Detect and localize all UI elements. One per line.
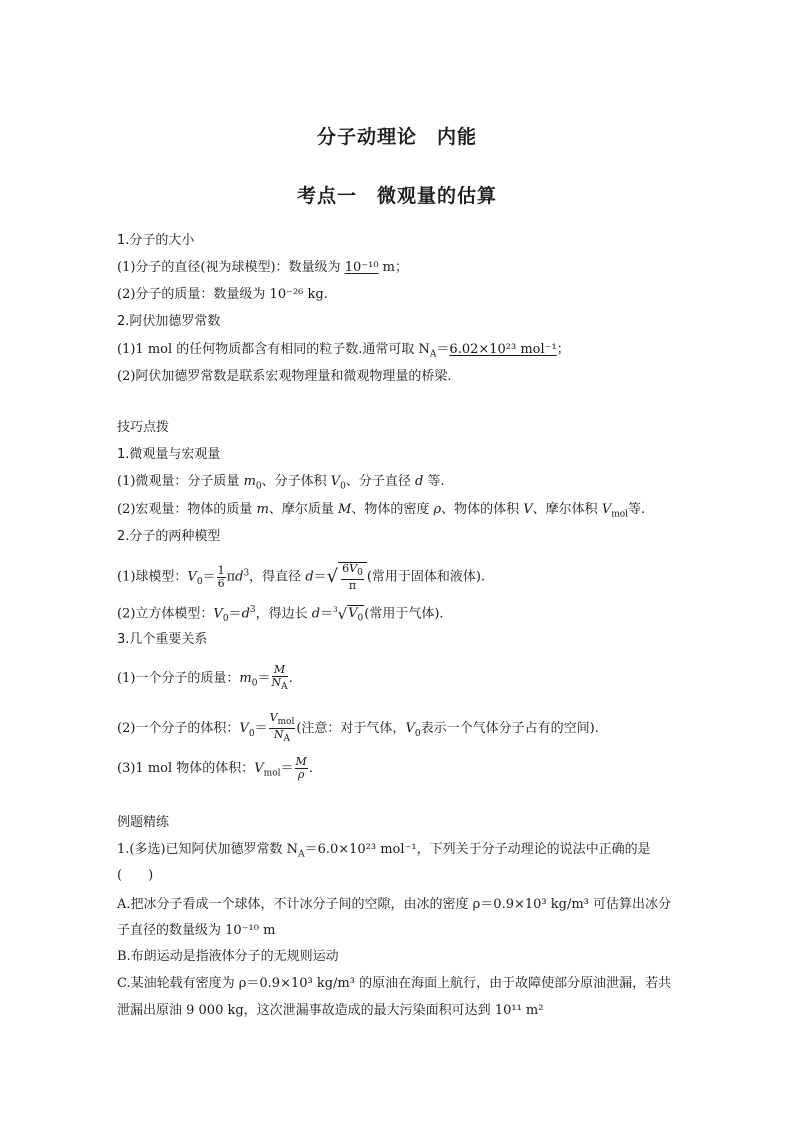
heading-molecule-size: 1.分子的大小	[117, 233, 195, 248]
option-b: B.布朗运动是指液体分子的无规则运动	[117, 949, 339, 964]
line-macro-quantities: (2)宏观量：物体的质量 m、摩尔质量 M、物体的密度 ρ、物体的体积 V、摩尔体积 $V_{mol}$等.	[117, 502, 646, 520]
fraction: $\frac{V_{mol}}{N_A}$	[269, 711, 295, 745]
option-a: A.把冰分子看成一个球体，不计冰分子间的空隙，由冰的密度 ρ＝0.9×10³ kg/m³ 可估算出冰分子直径的数量级为 10⁻¹⁰ m	[117, 897, 671, 938]
blank-answer: 6.02×10²³ mol⁻¹	[449, 342, 557, 357]
label-example: 例题精练	[117, 815, 170, 830]
line-molar-volume: (3)1 mol 物体的体积：$V_{mol}=$ $\frac{M}{\rho}$ .	[117, 755, 313, 781]
fraction: $\frac{1}{6}$	[217, 563, 225, 590]
heading-micro-macro: 1.微观量与宏观量	[117, 447, 221, 462]
line-diameter: (1)分子的直径(视为球模型)：数量级为 10⁻¹⁰ m；	[117, 260, 408, 275]
fraction: $\frac{M}{N_A}$	[271, 663, 288, 693]
line-avogadro-value: (1)1 mol 的任何物质都含有相同的粒子数.通常可取 $N_A=6.02\times 10^{23}$ mol⁻¹；	[117, 342, 570, 360]
sqrt-expression: $\frac{6V_0}{\pi}$	[338, 562, 367, 592]
heading-avogadro: 2.阿伏加德罗常数	[117, 314, 221, 329]
line-mass: (2)分子的质量：数量级为 10⁻²⁶ kg.	[117, 287, 328, 302]
section-title: 考点一 微观量的估算	[296, 185, 497, 207]
line-avogadro-bridge: (2)阿伏加德罗常数是联系宏观物理量和微观物理量的桥梁.	[117, 369, 452, 384]
heading-relations: 3.几个重要关系	[117, 632, 208, 647]
question-stem: 1.(多选)已知阿伏加德罗常数 $N_A=6.0\times 10^{23}$ mol⁻¹，下列关于分子动理论的说法中正确的是	[117, 842, 651, 860]
line-sphere-model: (1)球模型：$V_0=$ $\frac{1}{6}$ $\pi d^3$，得直径 d＝√ $\frac{6V_0}{\pi}$ (常用于固体和液体).	[117, 562, 486, 593]
label-tips: 技巧点拨	[117, 420, 170, 435]
answer-paren: ( )	[117, 868, 154, 883]
heading-two-models: 2.分子的两种模型	[117, 529, 221, 544]
blank-answer: 10⁻¹⁰	[344, 260, 379, 275]
fraction: $\frac{M}{\rho}$	[295, 755, 307, 781]
option-c: C.某油轮载有密度为 ρ＝0.9×10³ kg/m³ 的原油在海面上航行，由于故障使部分原油泄漏，若共泄漏出原油 9 000 kg，这次泄漏事故造成的最大污染面积可达到 10¹¹ m²	[117, 976, 672, 1018]
line-micro-quantities: (1)微观量：分子质量 $m_0$、分子体积 $V_0$、分子直径 d 等.	[117, 474, 445, 492]
page-title: 分子动理论 内能	[316, 126, 477, 148]
line-molecule-mass: (1)一个分子的质量：$m_0=$ $\frac{M}{N_A}$ .	[117, 663, 293, 693]
line-molecule-volume: (2)一个分子的体积：$V_0=$ $\frac{V_{mol}}{N_A}$ (注意：对于气体，$V_0$表示一个气体分子占有的空间).	[117, 711, 599, 745]
line-cube-model: (2)立方体模型：$V_0=d^3$，得边长 $d=^3√V_0$(常用于气体).	[117, 604, 444, 624]
